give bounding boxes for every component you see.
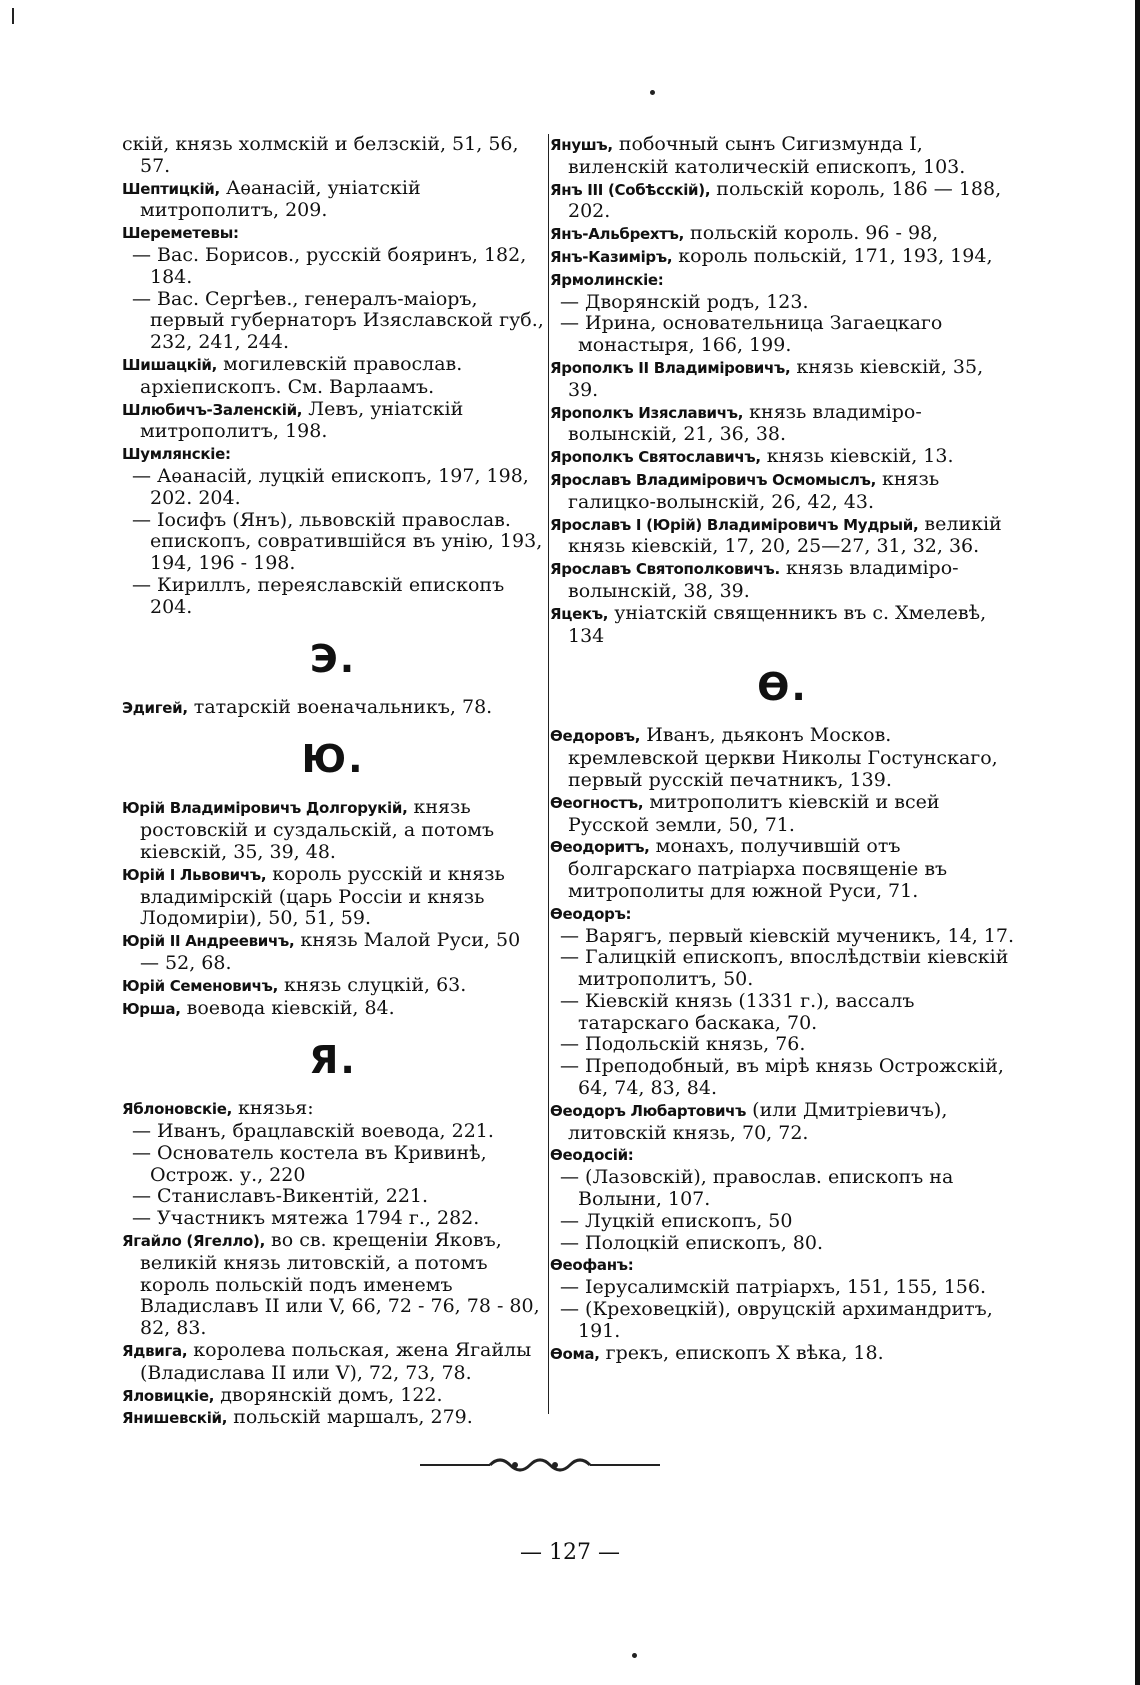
entry-text: королева польская, жена Ягайлы (Владислава II или V), 72, 73, 78.	[140, 1339, 532, 1384]
entry-headword: Юрій II Андреевичъ,	[122, 932, 295, 951]
index-subentry: — Дворянскій родъ, 123.	[560, 290, 809, 313]
index-entry	[550, 725, 1015, 791]
index-entry	[550, 1343, 1015, 1366]
index-entry	[122, 134, 544, 178]
index-entry	[550, 246, 1015, 269]
index-entry	[122, 930, 544, 975]
entry-headword: Юрій Семеновичъ,	[122, 976, 278, 995]
entry-headword: Яблоновскіе,	[122, 1100, 232, 1119]
entry-text: монахъ, получившій отъ болгарскаго патріарха посвященіе въ митрополиты для южной Руси, 71.	[568, 835, 948, 902]
entry-text: князь Малой Руси, 50 — 52, 68.	[140, 929, 521, 974]
index-entry	[122, 222, 544, 245]
entry-text: воевода кіевскій, 84.	[180, 996, 395, 1019]
index-entry	[550, 134, 1015, 179]
entry-text: Иванъ, дьяконъ Москов. кремлевской церкви Николы Гостунскаго, первый русскій печатникъ, 139.	[568, 724, 998, 791]
letter-heading-ya: Я.	[309, 1038, 357, 1083]
entry-text: дворянскій домъ, 122.	[214, 1383, 443, 1406]
index-subentry: — Варягъ, первый кіевскій мученикъ, 14, 17.	[560, 924, 1014, 947]
index-subentry: — Іосифъ (Янъ), львовскій православ. епископъ, совратившійся въ унію, 193, 194, 196 - 198.	[132, 508, 543, 575]
index-entry	[122, 975, 544, 998]
entry-headword: Юрій Владиміровичъ Долгорукій,	[122, 799, 408, 818]
index-subentry: — Преподобный, въ мірѣ князь Острожскій, 64, 74, 83, 84.	[560, 1055, 1004, 1100]
index-entry	[550, 223, 1015, 246]
ornament-divider	[420, 1450, 660, 1480]
entry-text: князь слуцкій, 63.	[277, 973, 467, 996]
index-subentry: — (Креховецкій), овруцскій архимандритъ, 191.	[560, 1298, 993, 1342]
entry-headword: Ярмолинскіе:	[550, 270, 664, 289]
index-subentry: — Кіевскій князь (1331 г.), вассалъ татарскаго баскака, 70.	[560, 989, 915, 1034]
entry-text: (или Дмитріевичъ), литовскій князь, 70, 72.	[568, 1098, 948, 1144]
index-entry	[122, 1385, 544, 1408]
entry-text: великій князь кіевскій, 17, 20, 25—27, 31, 32, 36.	[568, 512, 1002, 558]
index-subentry: — Ирина, основательница Загаецкаго монастыря, 166, 199.	[560, 312, 943, 357]
entry-headword: Ярославъ Владиміровичъ Осмомыслъ,	[550, 470, 876, 489]
index-subentry: — Луцкій епископъ, 50	[560, 1209, 793, 1232]
entry-headword: Шумлянскіе:	[122, 445, 231, 464]
entry-headword: Янъ-Казиміръ,	[550, 247, 673, 266]
index-entry	[550, 446, 1015, 469]
index-entry	[550, 269, 1015, 292]
entry-text: король русскій и князь владимірскій (царь Россіи и князь Лодомиріи), 50, 51, 59.	[140, 862, 505, 930]
index-entry	[550, 836, 1015, 902]
entry-text: скій, князь холмскій и белзскій, 51, 56, 57.	[122, 133, 519, 177]
index-entry	[550, 792, 1015, 837]
index-subentry: — Аѳанасій, луцкій епископъ, 197, 198, 202. 204.	[132, 464, 529, 509]
index-entry	[122, 697, 544, 720]
index-subentry: — Станиславъ-Викентій, 221.	[132, 1185, 429, 1208]
entry-headword: Шишацкій,	[122, 355, 218, 374]
entry-text: Аѳанасій, уніатскій митрополитъ, 209.	[140, 176, 421, 222]
entry-text: князь кіевскій, 13.	[760, 445, 954, 468]
entry-headword: Янушъ,	[550, 136, 613, 154]
right-block-theta	[550, 725, 1015, 1365]
entry-headword: Юрша,	[122, 999, 181, 1018]
entry-headword: Ѳеодосій:	[550, 1146, 634, 1165]
letter-heading-yu: Ю.	[301, 737, 365, 782]
entry-headword: Шереметевы:	[122, 224, 239, 243]
left-block-sh	[122, 134, 544, 619]
entry-headword: Ѳеодоръ Любартовичъ	[550, 1101, 747, 1120]
entry-headword: Яцекъ,	[550, 604, 609, 623]
entry-headword: Яловицкіе,	[122, 1386, 215, 1405]
index-entry	[122, 1340, 544, 1385]
entry-text: князья:	[231, 1097, 314, 1120]
left-column	[122, 134, 544, 1430]
index-entry	[122, 178, 544, 223]
entry-headword: Ярополкъ II Владиміровичъ,	[550, 358, 791, 377]
index-entry	[550, 1100, 1015, 1145]
index-columns	[122, 134, 1014, 1434]
index-subentry: — Галицкій епископъ, впослѣдствіи кіевскій митрополитъ, 50.	[560, 946, 1009, 991]
entry-text: князь кіевскій, 35, 39.	[568, 355, 984, 401]
page-number: — 127 —	[520, 1540, 620, 1565]
index-entry	[122, 998, 544, 1021]
left-block-yu	[122, 797, 544, 1020]
entry-headword: Ѳедоровъ,	[550, 727, 641, 746]
index-subentry: — Иванъ, брацлавскій воевода, 221.	[132, 1120, 494, 1143]
entry-headword: Ядвига,	[122, 1342, 188, 1361]
index-entry	[122, 1230, 544, 1340]
entry-text: во св. крещеніи Яковъ, великій князь литовскій, а потомъ король польскій подъ именемъ Владиславъ II или V, 66, 72 - 76, 78 - 80, 82, 83.	[140, 1229, 540, 1340]
entry-text: польскій король. 96 - 98,	[684, 222, 939, 245]
entry-headword: Янъ-Альбрехтъ,	[550, 225, 685, 244]
entry-text: князь владиміро-волынскій, 21, 36, 38.	[568, 400, 922, 446]
entry-headword: Юрій I Львовичъ,	[122, 865, 267, 884]
entry-headword: Янъ III (Собѣсскій),	[550, 180, 711, 199]
index-subentry: — (Лазовскій), православ. епископъ на Волыни, 107.	[560, 1166, 954, 1211]
entry-headword: Эдигей,	[122, 698, 188, 717]
entry-text: польскій король, 186 — 188, 202.	[568, 177, 1002, 223]
speck	[632, 1653, 637, 1658]
entry-headword: Шептицкій,	[122, 179, 220, 198]
entry-headword: Ярославъ I (Юрій) Владиміровичъ Мудрый,	[550, 515, 919, 534]
entry-headword: Янишевскій,	[122, 1409, 228, 1428]
scan-edge-border	[1135, 0, 1140, 1685]
entry-headword: Ѳеодоръ:	[550, 904, 632, 923]
index-subentry: — Вас. Сергѣев., генералъ-маіоръ, первый губернаторъ Изяславской губ., 232, 241, 244.	[132, 287, 544, 354]
index-entry	[550, 903, 1015, 926]
entry-text: татарскій военачальникъ, 78.	[187, 695, 493, 718]
entry-text: князь владиміро-волынскій, 38, 39.	[568, 557, 959, 602]
index-entry	[122, 354, 544, 399]
index-entry	[550, 603, 1015, 648]
entry-headword: Ѳеогностъ,	[550, 793, 644, 812]
right-block-ya	[550, 134, 1015, 647]
index-entry	[122, 864, 544, 930]
letter-heading-theta: Ѳ.	[757, 665, 808, 710]
index-entry	[122, 1098, 544, 1121]
entry-text: князь ростовскій и суздальскій, а потомъ кіевскій, 35, 39, 48.	[140, 796, 495, 863]
entry-headword: Ярополкъ Изяславичъ,	[550, 403, 744, 422]
index-subentry: — Кириллъ, переяславскій епископъ 204.	[132, 573, 505, 618]
index-subentry: — Іерусалимскій патріархъ, 151, 155, 156.	[560, 1276, 987, 1299]
index-subentry: — Подольскій князь, 76.	[560, 1033, 806, 1056]
index-subentry: — Вас. Борисов., русскій бояринъ, 182, 184.	[132, 243, 527, 288]
entry-text: князь галицко-волынскій, 26, 42, 43.	[568, 467, 940, 513]
entry-headword: Ѳома,	[550, 1344, 600, 1363]
index-subentry: — Основатель костела въ Кривинѣ, Острож. у., 220	[132, 1141, 487, 1186]
entry-text: грекъ, епископъ X вѣка, 18.	[599, 1341, 884, 1364]
left-block-e	[122, 697, 544, 720]
index-entry	[122, 797, 544, 863]
entry-headword: Ѳеофанъ:	[550, 1256, 634, 1275]
index-entry	[550, 469, 1015, 514]
index-entry	[550, 402, 1015, 447]
entry-headword: Ярополкъ Святославичъ,	[550, 448, 761, 467]
entry-headword: Шлюбичъ-Заленскій,	[122, 400, 303, 419]
left-block-ya	[122, 1098, 544, 1430]
letter-heading-e: Э.	[309, 636, 357, 681]
entry-text: уніатскій священникъ въ с. Хмелевѣ, 134	[568, 601, 987, 647]
index-entry	[550, 179, 1015, 224]
index-entry	[550, 357, 1015, 402]
entry-text: польскій маршалъ, 279.	[227, 1406, 473, 1429]
index-subentry: — Участникъ мятежа 1794 г., 282.	[132, 1207, 480, 1230]
index-entry	[122, 443, 544, 466]
entry-headword: Ѳеодоритъ,	[550, 838, 650, 857]
speck	[650, 90, 655, 95]
column-divider	[548, 134, 549, 1414]
entry-text: Левъ, уніатскій митрополитъ, 198.	[140, 397, 464, 443]
scan-edge-mark	[12, 8, 14, 24]
entry-text: король польскій, 171, 193, 194,	[672, 244, 993, 267]
index-entry	[550, 558, 1015, 603]
index-entry	[550, 1254, 1015, 1277]
entry-text: митрополитъ кіевскій и всей Русской земли, 50, 71.	[568, 790, 940, 836]
entry-headword: Ярославъ Святополковичъ.	[550, 560, 780, 579]
right-column	[550, 134, 1015, 1365]
index-entry	[550, 514, 1015, 559]
index-entry	[550, 1144, 1015, 1167]
entry-headword: Ягайло (Ягелло),	[122, 1232, 265, 1251]
index-entry	[122, 399, 544, 444]
entry-text: побочный сынъ Сигизмунда I, виленскій католическій епископъ, 103.	[568, 133, 966, 178]
index-subentry: — Полоцкій епископъ, 80.	[560, 1231, 824, 1254]
entry-text: могилевскій православ. архіепископъ. См. Варлаамъ.	[140, 352, 463, 398]
index-entry	[122, 1407, 544, 1430]
